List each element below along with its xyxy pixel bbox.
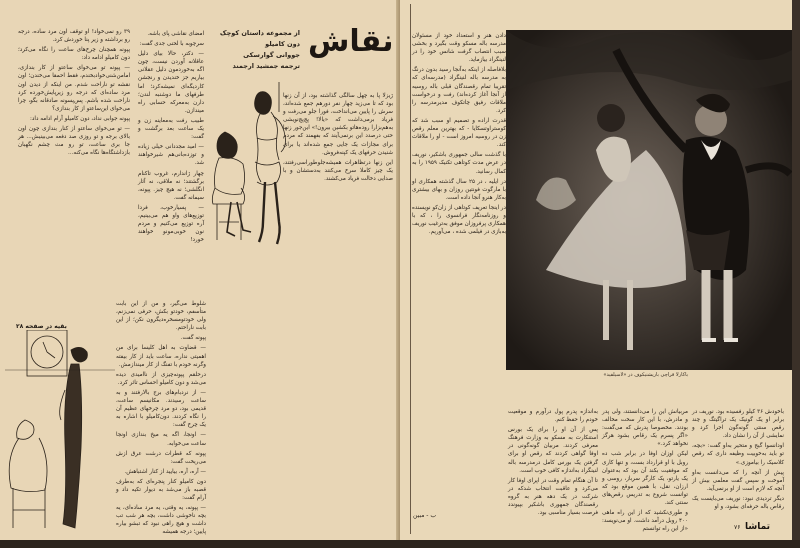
paragraph: — دکتر، حالا بیای دلیل عاقلانه آوردن نیست، چون اگه به‌خوردمون دلیل عقلانی بیاریم جز خندیدن و رنجشن کاردیگه‌ای نمیشه‌کرد؛ اما طرفهای ما دوشنبه لندن؛ دارن به‌معرکه حسابی راه میندازن.: [138, 51, 204, 114]
author-signature: ب - مبین: [413, 512, 437, 519]
byline-translator: ترجمه جمشید ارجمند: [232, 62, 300, 70]
paragraph: طبیب رفت به‌معاینه زن و یک ساعت بعد برگشت و گفت:: [138, 117, 204, 141]
paragraph: به‌اندازه پدرم پول درآورم و موقعیت خودم را حفظ کنم.: [508, 409, 598, 424]
paragraph: تا آن هنگام تمام وقت در اپرای اوفا کار می‌کرد و عاقبت انتخاب شدکه در شرکت در یک دهه هنر به گروه رقصندگان جمهوری باشکیر بپیوندد فرصت بسیار مناسبی بود.: [508, 477, 598, 517]
bottom-edge: [0, 540, 800, 548]
ballet-dancers-image: [506, 30, 792, 370]
left-page: [0, 0, 400, 540]
illustration-painter: [5, 330, 115, 540]
paragraph: باخودش ۳۶ کیلو رفسیده بود. نوریف در برابر او یک گونیک یک تراگیتگ و چند رقص سنتی گونه‌گون اجرا کرد و نمایشی از آن را نشان داد.: [692, 409, 784, 440]
paragraph: — اونجا، اگه یه میخ بندازی اونجا ساعت می‌خوابه.: [116, 432, 206, 447]
ballet-photo: [506, 30, 792, 370]
magazine-logo: تماشا: [745, 522, 771, 532]
paragraph: شلوط می‌گیر، و من از این بابت متأسفم، خودتو بکش، حرفی نمی‌زنم، ولی خودتو‌مسخره‌دیگرون نکن؛ از این بابت ناراحتم.: [116, 301, 206, 332]
paragraph: — آره، آره، بیایید از کنار اشتباهش.: [124, 468, 206, 475]
continued-on-page-note: بقیه در صفحه ۲۸: [16, 323, 67, 330]
left-page-column-3: [283, 92, 393, 532]
article-byline: [205, 28, 300, 72]
paragraph: — پسیارخوب، فردا توزیع‌های واو هم می‌بینیم، آره توزیع می‌کنیم و مردم نون خوبی‌مونو خواهند خورد!: [138, 204, 204, 244]
byline-collection: از مجموعه داستان کوچک دون کامیلو: [219, 29, 300, 48]
paragraph: با گذشت سالی جمهوری باشکیر، نوریف در عرض مدت کوتاهی تکنیک ۱۹۵۹ را به کمال رسانید.: [412, 152, 506, 175]
paragraph: اودانسوا گیج و متحیر به‌او گفت: «بچه، تو باید به‌خوبیت وظیفه داری که رقص کلاسیک را بیاموزی.»: [692, 443, 784, 466]
paragraph: دادن هنر و استعداد خود از مسئولان مدرسه باله مسکو وقت بگیرد و بخشی سبب انتصاب گرفت شانس خود را در لنینگراد بیازماید.: [412, 33, 506, 64]
right-page-column-4: [692, 408, 784, 518]
paragraph: پس از آن او را برای یک بورس استنکارت به مسکو به وزارت فرهنگ معرفی کردند. مربیان گونه‌گونی در اوفا گواهی کردند که رقص او برای گرفتن یک بورس کامل درمدرسه باله لنینگراد به‌اندازه کافی خوب است.: [508, 427, 598, 474]
paragraph: بلافاصله از اینکه به‌آنجا رسید بدون درنگ به مدرسه باله لنینگراد (مدرسه‌ای که تقریبا تمام رقصندگان قبلی باله روسیه از آنجا آغاز کرده‌اند) رفت و درخواست ملاقات رفیق چاتکوف مدیرمدرسه را کرد.: [412, 67, 506, 114]
paragraph: و طوری‌نکشید که از این راه ماهی ۴۰۰ روبل درآمد داشت. او می‌نویسد: «از این راه توانستم: [602, 510, 688, 533]
right-page-column-2: [508, 408, 598, 518]
paragraph: لیکن اوزان اوفا در برابر شب ده روبل با او قرارداد بست، و تنها کاری که موفقیت بکند آن بود که به‌عنوان یک یارتو، یک کارگر سرباز، روسی و ارزان، نقل، با همین موقع بود که توانست شروع به تدریس رقص‌های سنتی کند.: [602, 451, 688, 507]
paragraph: ژیزلا پا به چهل سالگی گذاشته بود، از آن زنها بود که تا می‌زید چهار نفر دورهم جمع شده‌اند، سرش را پایین می‌انداخت، فورا جلو می‌رفت و فریاد برمی‌داشت که «یالا! پچ‌پچ‌نویشی به‌هم‌بزارا روده‌هاتو بکشین بیرون!» این‌جور زنها حتی درصدد این بر‌نمی‌آیند که بفهمند که مردم برای مجازات یک جایی جمع شده‌اند یا برای شنیدن حرفهای یک کپنه‌فروش.: [283, 93, 393, 156]
paragraph: پپونه گفت.: [180, 335, 206, 342]
paragraph: قدرت اراده و تصمیم او سبب شد که کوستراوتسکایا - که بهترین معلم رقص زن در روسیه امروز است - او را ملاقات کند.: [412, 117, 506, 149]
page-number: ۷۶: [734, 524, 741, 531]
byline-author: جووانی گوارسکی: [243, 51, 300, 59]
paragraph: — قضاوت به اهل کلیسا برای من اهمیتی نداره، ساعت باید از کار بیفته وگرنه خودم با تفنگ از کار میندازمش.: [116, 345, 206, 368]
article-title: نقاش: [308, 24, 394, 59]
paragraph: این زنها درتظاهرات همیشه‌جلو‌طوراسی‌رفتند، یک چیز کاملا سرخ می‌کنند به‌دستشان و با صدایی دخالت فریاد می‌کشند.: [283, 159, 393, 182]
paragraph: — تو می‌خوای ساعتو از کنار بندازی چون اون بالای برجه و تو روزی صد دفعه می‌بینیش... هر جا بری ساعت، تو رو مث چشم نگهبان بازداشتگاه‌ها نگاه می‌کنه...: [18, 126, 130, 157]
paragraph: ۳۹ رو نمی‌خواد! او توقف اون مرد ساده، درجه رو برداشته و زیر پنا خوردش کرد.: [18, 29, 130, 44]
paragraph: در اینجا تعریف کوتاهی از زان‌کو نویسنده و روزنامه‌نگار فرانسوی را ، که با همکاری پرفروزان موفق به‌ترغیب نوریف به‌بازی در فیلمی شده ، می‌آوریم.: [412, 204, 506, 236]
paragraph: دون کامیلو کنار پنجره‌ای که به‌طرف قصبه باز می‌شد به دیوار تکیه داد و آرام گفت:: [116, 478, 206, 502]
paragraph: دیگر تردیدی نبود: نوریف می‌بایست یک رقاص باله حرفه‌ای بشود، و او: [692, 495, 784, 511]
paragraph: پپونه همچنان چرخ‌های ساعت را نگاه می‌کرد؛ دون کامیلو ادامه داد:: [18, 47, 130, 62]
right-edge: [792, 0, 800, 540]
paragraph: در ایلیه ، در ۲۵ سال گذشته همکاری او با مارگوت فونتین روزان و بهای بیشتری به‌کار هنرو آنجا داده است.: [412, 178, 507, 201]
paragraph: پیش از آنچه را که می‌دانست به‌او آموخت و سپس گفت معلمی بیش از آنچه که لازم است از او برنمی‌آید.: [692, 469, 784, 492]
paragraph: پپونه جوابی نداد، دون کامیلو آرام ادامه داد:: [30, 115, 130, 122]
right-page-column-3: [602, 408, 688, 533]
paragraph: چهار ژاندارم، غروب تاکنام برگشتند؛ نه ملاقی، نه آثار انگلشی؛ نه هیچ چیز. پپونه، سیمانه گفت.: [138, 170, 204, 201]
paragraph: سرچوبه با لحنی جدی گفت:: [139, 41, 204, 48]
paragraph: — از نردبام‌های برج بالارفتند و به ساعت رسیدند. مکانیسم ساعت، قدیمی بود، دو مرد چرخهای عظیم آن را نگاه کردند. دون‌کامیلو با اشاره به یک چرخ گفت:: [116, 389, 206, 429]
margin-rule: [410, 4, 411, 534]
right-page-column-1: [412, 32, 506, 512]
left-page-lower-column: [116, 300, 206, 536]
paragraph: در‌حلقم پپونه‌چیزی از ناامیدی دیده می‌شد و دون کامیلو احساس تاثر کرد.: [116, 371, 206, 386]
paragraph: — امید مجددانی خیلی زیاده و توزده‌بانی‌هم شیرخواهند شد.: [138, 144, 204, 167]
paragraph: — پپونه، یه وقتی، یه مرد ساده‌ای، یه بچه ناخوشی داشت، بچه هر شب تب داشت و هیچ راهی نبود که تبشو بیاره پایین؛ درجه همیشه: [116, 505, 206, 536]
left-page-column-1: [18, 28, 130, 320]
paragraph: امضای نقاشی پای باشه.: [147, 31, 204, 37]
photo-caption: باکارلا فراچی باریشنیکوف در «لاسیلفید»: [603, 372, 688, 378]
paragraph: — پپونه تو می‌خوای ساعتو از کار بندازی، امامن‌شنی‌خوادبخندم، فقط احمقا می‌خندن؛ اون نقشه تو ناراحت شدم. من اینکه از دیدن اون مرد ساده‌ای که درجه رو زیرپایش‌خورده کرد ناراحت شده باشم. پس‌پسونه صادقانه بگو، چرا می‌خوای این‌ساعتو از کار بندازی؟: [18, 65, 130, 112]
paragraph: پپونه که قطرات درشت عرق ازش می‌ریخت گفت:: [116, 450, 206, 465]
paragraph: مربیانش این را می‌دانستند، ولی پدر و مادرش، با این کار سخت مخالف بودند. مخصوصا پدرش که می‌گفت: «اگر پسرم یک رقاص بشود هرگز نخواهد کرد.»: [602, 409, 688, 448]
